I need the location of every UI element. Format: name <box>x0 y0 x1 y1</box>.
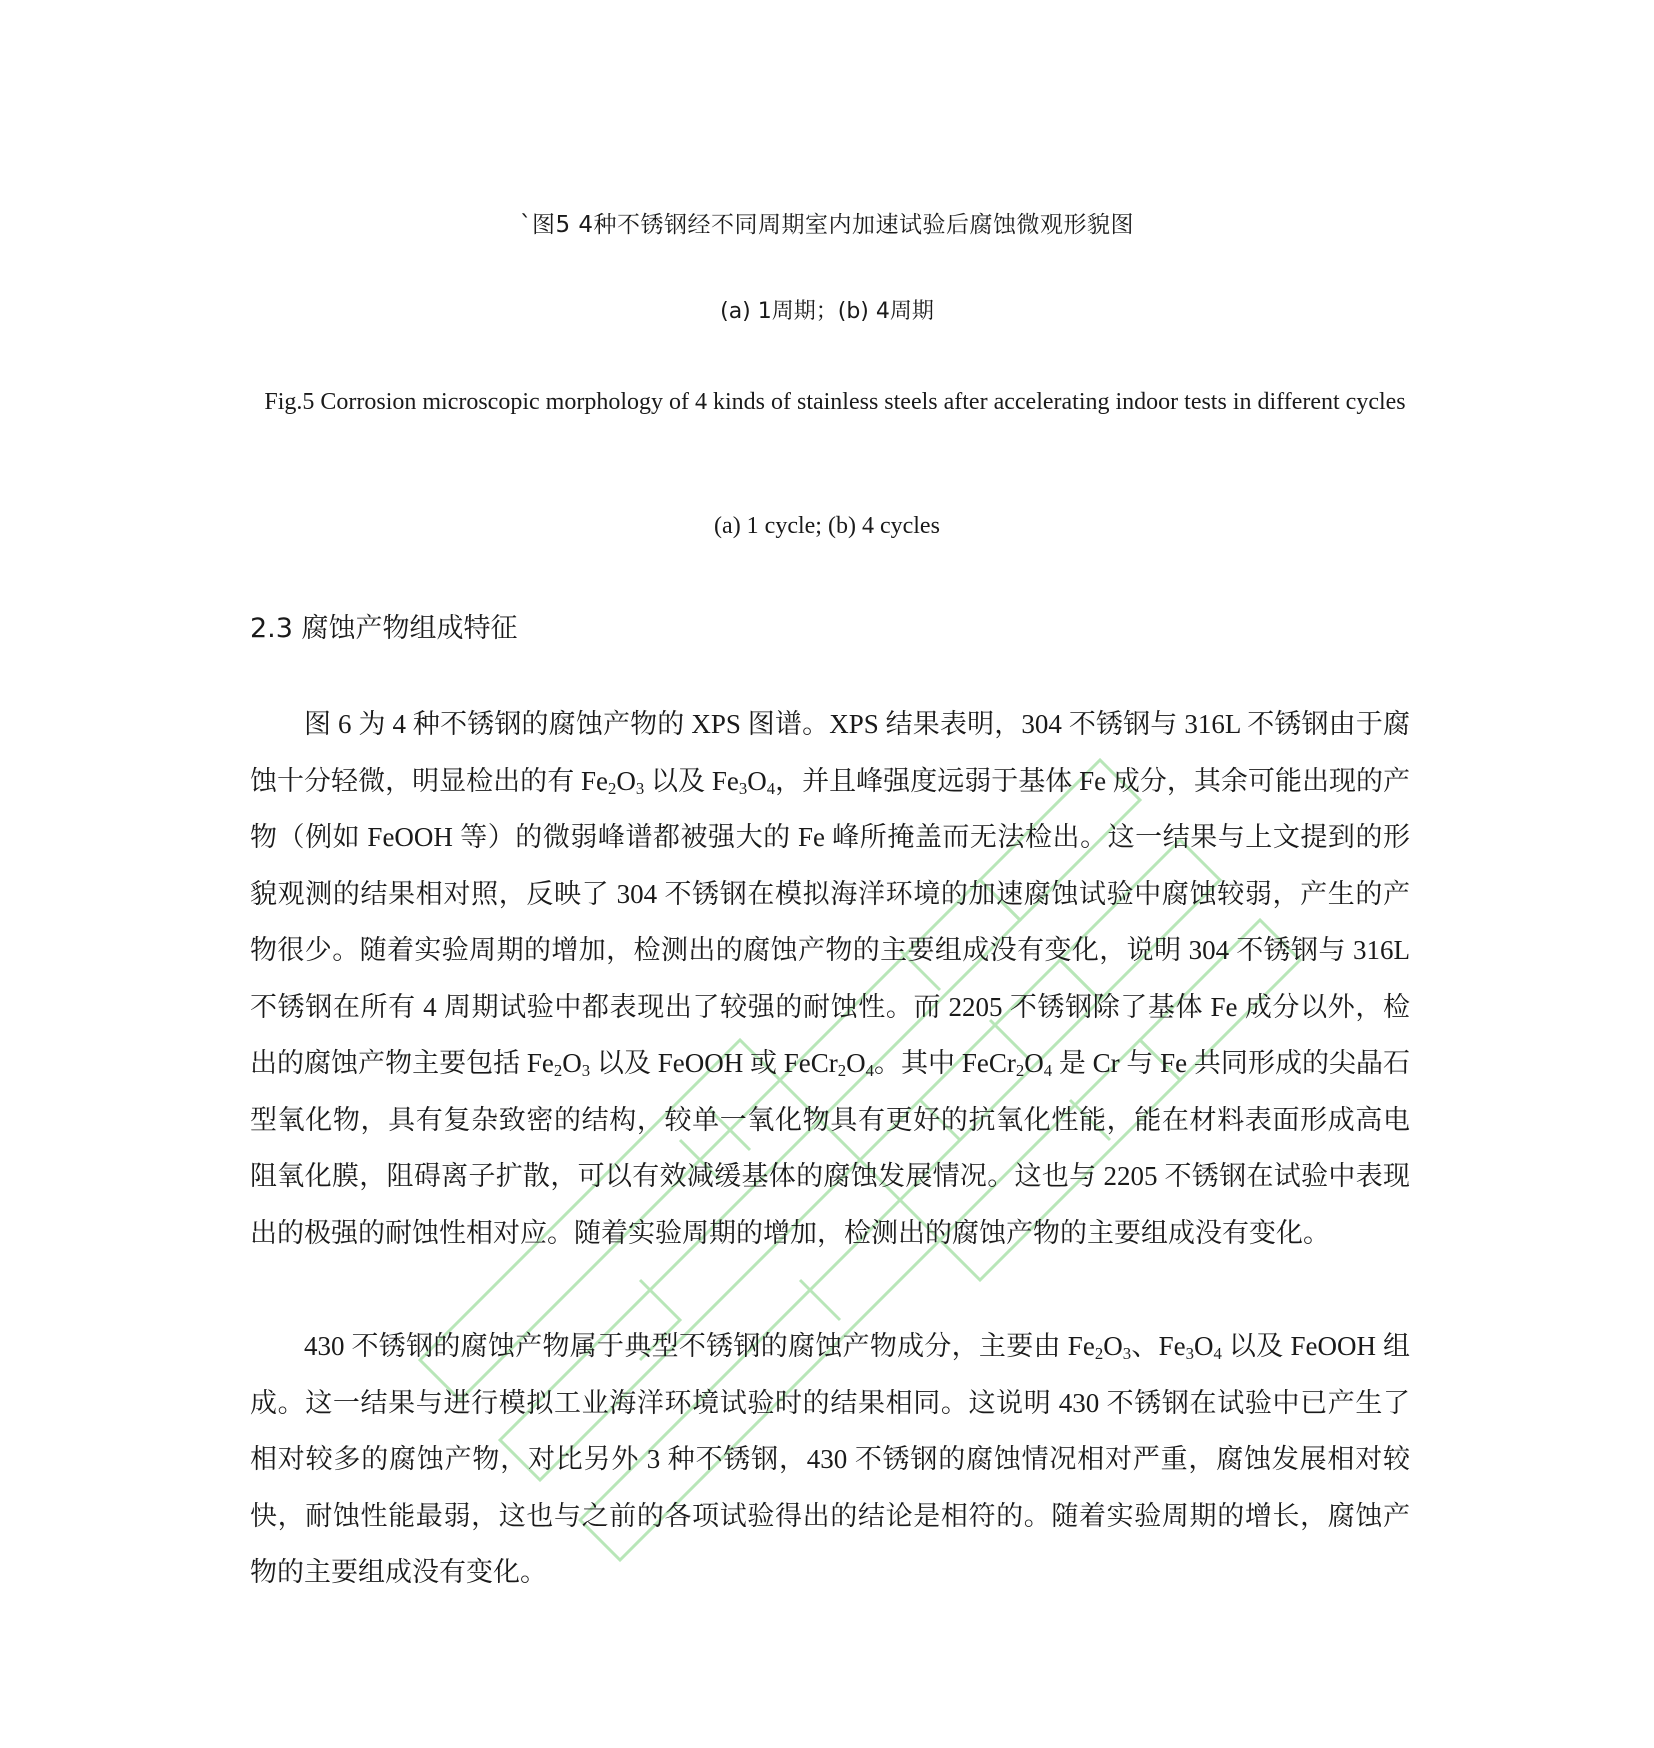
subscript: 3 <box>1185 1344 1194 1364</box>
subscript: 4 <box>1213 1344 1222 1364</box>
subscript: 3 <box>581 1061 591 1081</box>
text-run: 以及 FeOOH 或 FeCr <box>590 1048 838 1078</box>
figure-caption-cn: `图5 4种不锈钢经不同周期室内加速试验后腐蚀微观形貌图 <box>519 212 1135 238</box>
subscript: 4 <box>1043 1061 1053 1081</box>
text-run: O <box>1194 1331 1214 1361</box>
subscript: 3 <box>1122 1344 1132 1364</box>
subscript: 2 <box>837 1061 847 1081</box>
text-run: 以及 Fe <box>644 765 739 796</box>
subscript: 2 <box>1094 1344 1104 1364</box>
text-run: 430 不锈钢的腐蚀产物属于典型不锈钢的腐蚀产物成分，主要由 Fe <box>304 1331 1095 1361</box>
text-run: 。其中 FeCr <box>874 1048 1016 1078</box>
text-run: 是 Cr 与 Fe 共同形成的尖晶石型氧化物，具有复杂致密的结构，较单一氧化物具有更好的抗氧化性能，能在材料表面形成高电阻氧化膜，阻碍离子扩散，可以有效减缓基体的腐蚀发展情况。这也与 2205 不锈钢在试验中表现出的极强的耐蚀性相对应。随着实验周期的增加，检测出的腐蚀产物的主要组成没有变化。 <box>250 1048 1411 1248</box>
figure-caption-en: Fig.5 Corrosion microscopic morphology of 4 kinds of stainless steels after accelerating indoor tests in different cycles <box>264 389 1406 415</box>
subscript: 3 <box>635 778 645 798</box>
subscript: 2 <box>608 778 617 798</box>
text-run: O <box>562 1048 582 1078</box>
subscript: 2 <box>1015 1061 1025 1081</box>
figure-subcaption-en: (a) 1 cycle; (b) 4 cycles <box>714 513 940 539</box>
figure-subcaption-cn: (a) 1周期；(b) 4周期 <box>720 299 934 324</box>
text-run: O <box>846 1048 866 1078</box>
subscript: 3 <box>738 778 748 798</box>
subscript: 4 <box>865 1061 874 1081</box>
section-heading: 2.3 腐蚀产物组成特征 <box>250 613 518 644</box>
text-run: O <box>1024 1048 1044 1078</box>
text-run: 以及 FeOOH 组成。这一结果与进行模拟工业海洋环境试验时的结果相同。这说明 430 不锈钢在试验中已产生了相对较多的腐蚀产物，对比另外 3 种不锈钢，430 不锈钢的腐蚀情况相对严重，腐蚀发展相对较快，耐蚀性能最弱，这也与之前的各项试验得出的结论是相符的。随着实验周期的增长，腐蚀产物的主要组成没有变化。 <box>250 1331 1411 1587</box>
text-run: ，并且峰强度远弱于基体 Fe 成分，其余可能出现的产物（例如 FeOOH 等）的微弱峰谱都被强大的 Fe 峰所掩盖而无法检出。这一结果与上文提到的形貌观测的结果相对照，反映了 304 不锈钢在模拟海洋环境的加速腐蚀试验中腐蚀较弱，产生的产物很少。随着实验周期的增加，检测出的腐蚀产物的主要组成没有变化，说明 304 不锈钢与 316L 不锈钢在所有 4 周期试验中都表现出了较强的耐蚀性。而 2205 不锈钢除了基体 Fe 成分以外，检出的腐蚀产物主要包括 Fe <box>250 765 1411 1078</box>
text-run: 、Fe <box>1131 1331 1186 1361</box>
subscript: 4 <box>766 778 776 798</box>
text-run: O <box>616 765 636 796</box>
body-paragraph <box>250 696 1410 1261</box>
text-run: O <box>747 765 767 796</box>
text-run: O <box>1103 1331 1123 1361</box>
text-run: 图 6 为 4 种不锈钢的腐蚀产物的 XPS 图谱。XPS 结果表明，304 不锈钢与 316L 不锈钢由于腐蚀十分轻微，明显检出的有 Fe <box>250 709 1410 796</box>
body-paragraph <box>250 1318 1410 1601</box>
subscript: 2 <box>553 1061 563 1081</box>
